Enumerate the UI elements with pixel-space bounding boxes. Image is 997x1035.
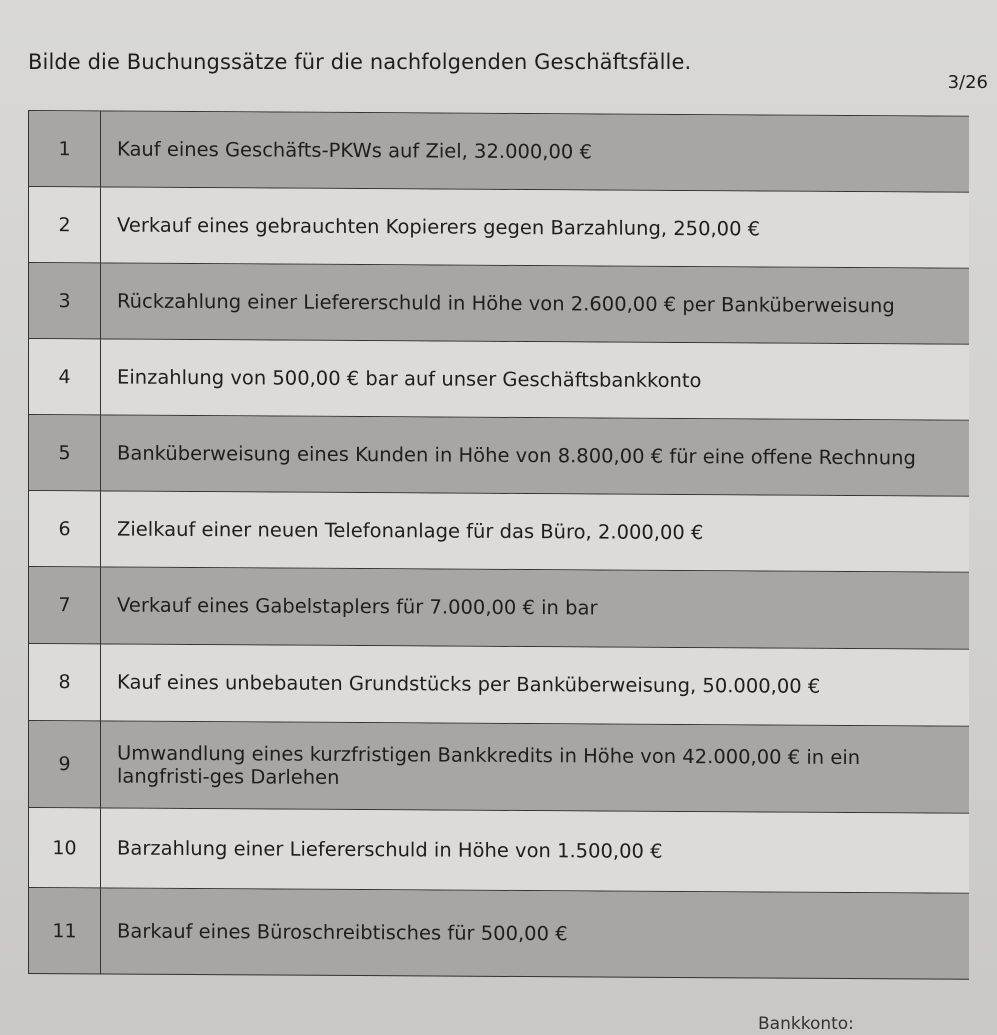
task-number: 1 [29,111,101,186]
task-row-3 [29,263,969,345]
worksheet-header [28,50,988,93]
task-number: 11 [29,888,101,973]
task-text: Verkauf eines Gabelstaplers für 7.000,00 € in bar [117,593,598,620]
page-number: 3/26 [947,72,988,93]
task-row-10 [29,808,969,894]
task-number: 3 [29,263,101,338]
task-text: Verkauf eines gebrauchten Kopierers gegen Barzahlung, 250,00 € [117,213,761,241]
task-text: Barkauf eines Büroschreibtisches für 500,00 € [117,919,568,946]
task-number: 2 [29,187,101,262]
footer-note: Bankkonto: [758,1014,854,1034]
task-number: 7 [29,567,101,643]
task-row-11 [29,888,969,980]
task-row-6 [29,491,969,573]
task-number: 6 [29,491,101,566]
task-text: Banküberweisung eines Kunden in Höhe von 8.800,00 € für eine offene Rechnung [117,441,916,470]
task-row-1 [29,111,969,193]
task-text: Rückzahlung einer Liefererschuld in Höhe von 2.600,00 € per Banküberweisung [117,289,895,318]
instruction-text: Bilde die Buchungssätze für die nachfolgenden Geschäftsfälle. [28,50,692,74]
task-text: Einzahlung von 500,00 € bar auf unser Geschäftsbankkonto [117,365,702,392]
task-text: Kauf eines unbebauten Grundstücks per Banküberweisung, 50.000,00 € [117,670,821,699]
task-text: Zielkauf einer neuen Telefonanlage für das Büro, 2.000,00 € [117,517,704,544]
task-table [28,110,969,980]
task-row-8 [29,644,969,727]
task-number: 9 [29,721,101,807]
task-row-9 [29,721,969,814]
task-number: 10 [29,808,101,887]
task-number: 8 [29,644,101,720]
task-text: Umwandlung eines kurzfristigen Bankkredits in Höhe von 42.000,00 € in ein langfristi-ges Darlehen [117,741,861,789]
task-row-4 [29,339,969,421]
task-row-7 [29,567,969,650]
task-row-2 [29,187,969,269]
task-number: 4 [29,339,101,414]
task-number: 5 [29,415,101,490]
task-text: Barzahlung einer Liefererschuld in Höhe von 1.500,00 € [117,836,663,863]
task-row-5 [29,415,969,497]
task-text: Kauf eines Geschäfts-PKWs auf Ziel, 32.000,00 € [117,137,592,164]
